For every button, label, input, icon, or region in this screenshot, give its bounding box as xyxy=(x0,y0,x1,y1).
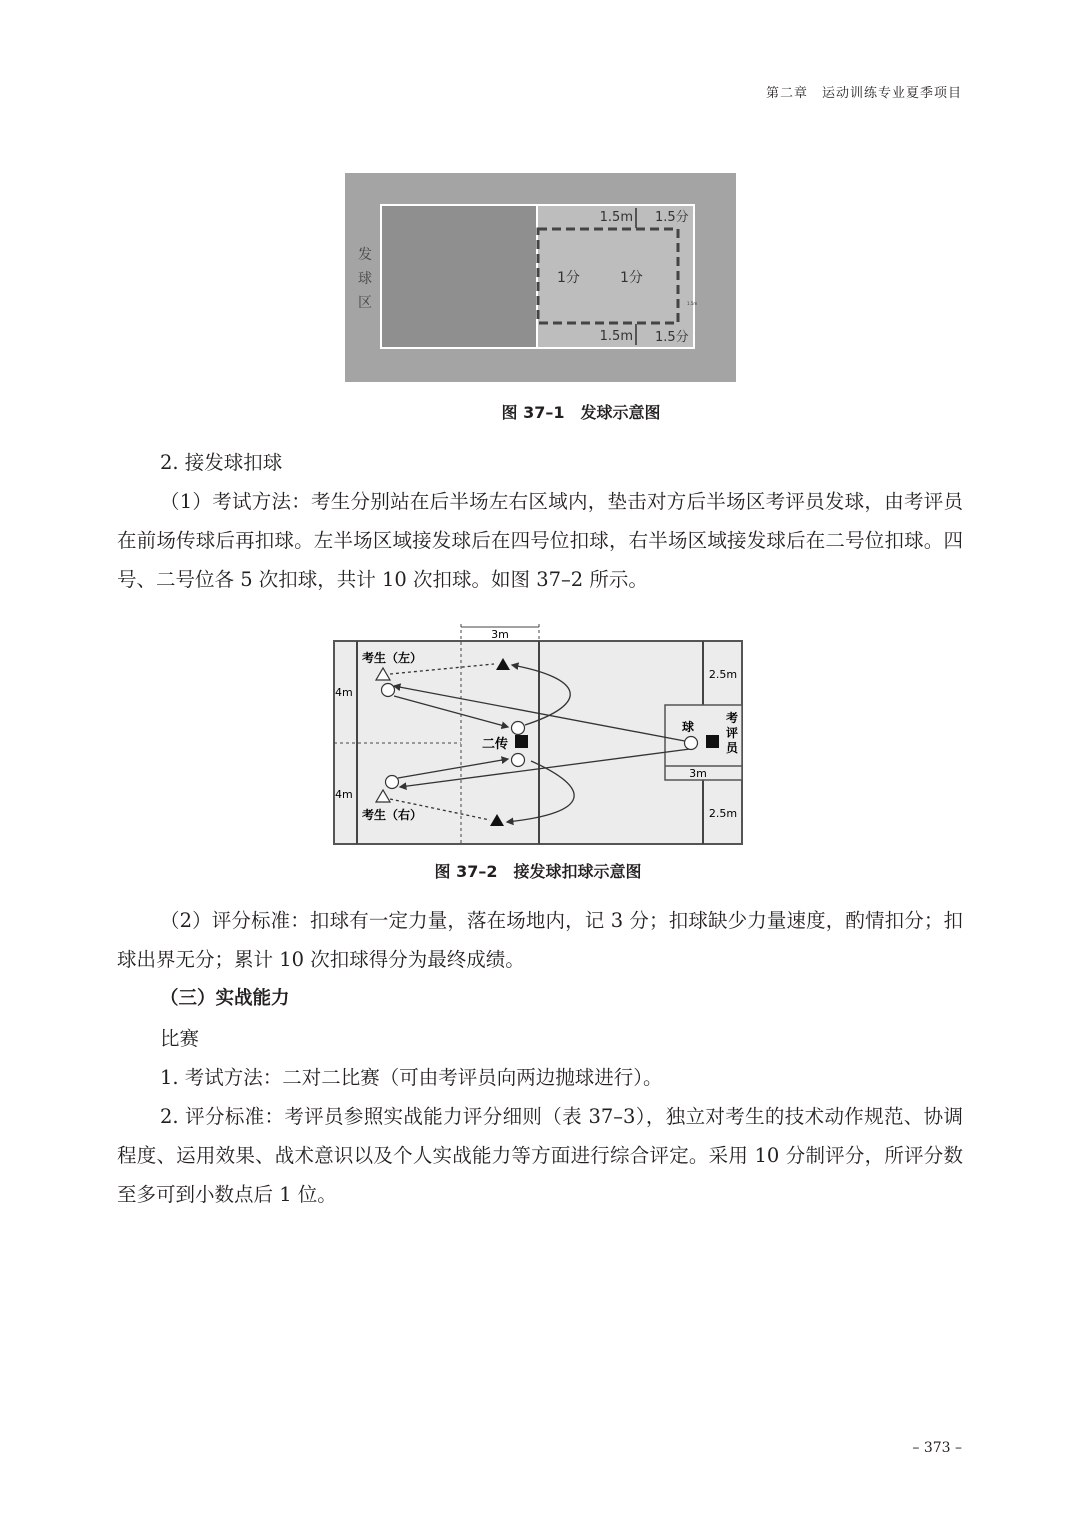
serve-zone-label: 区 xyxy=(358,295,372,311)
examiner-label: 员 xyxy=(725,741,739,755)
examiner-square xyxy=(706,735,719,748)
serve-zone-label: 发 xyxy=(358,247,372,263)
figure-serve-diagram xyxy=(345,173,736,382)
inner-left-score: 1分 xyxy=(557,270,580,286)
figure1-caption: 图 37–1 发球示意图 xyxy=(501,403,661,422)
student-right-label: 考生（右） xyxy=(362,808,423,822)
setter-square xyxy=(515,735,528,748)
section-2-title: 2. 接发球扣球 xyxy=(160,451,283,474)
dist-side-label: 1.5m xyxy=(687,301,698,306)
ball-circle xyxy=(685,737,698,750)
examiner-label: 评 xyxy=(725,726,739,740)
figure2-caption: 图 37–2 接发球扣球示意图 xyxy=(434,862,642,881)
running-header: 第二章 运动训练专业夏季项目 xyxy=(765,86,962,101)
student-left-label: 考生（左） xyxy=(362,651,423,665)
page-number: – 373 – xyxy=(912,1440,962,1456)
dist-4m-bottom: 4m xyxy=(335,788,353,801)
section-2-scoring: （2）评分标准：扣球有一定力量，落在场地内，记 3 分；扣球缺少力量速度，酌情扣分；扣球出界无分；累计 10 次扣球得分为最终成绩。 xyxy=(117,909,963,971)
serve-half-court xyxy=(381,205,537,348)
dist-25-top: 2.5m xyxy=(708,668,738,681)
score-top-label: 1.5分 xyxy=(655,210,689,225)
section-3-sub: 比赛 xyxy=(160,1027,200,1050)
section-2-method: （1）考试方法：考生分别站在后半场左右区域内，垫击对方后半场区考评员发球，由考评员在前场传球后再扣球。左半场区域接发球后在四号位扣球，右半场区域接发球后在二号位扣球。四号、二号位各 5 次扣球，共计 10 次扣球。如图 37–2 所示。 xyxy=(117,490,963,591)
width-3m-label: 3m xyxy=(491,628,509,641)
examiner-label: 考 xyxy=(725,711,739,725)
dist-top-label: 1.5m xyxy=(599,210,633,225)
score-bottom-label: 1.5分 xyxy=(655,330,689,345)
section-3-title: （三）实战能力 xyxy=(160,988,290,1009)
serve-zone-label: 球 xyxy=(358,271,372,287)
setter-label: 二传 xyxy=(482,737,509,752)
section-3-scoring: 2. 评分标准：考评员参照实战能力评分细则（表 37–3），独立对考生的技术动作规范、协调程度、运用效果、战术意识以及个人实战能力等方面进行综合评定。采用 10 分制评分，所评分数至多可到小数点后 1 位。 xyxy=(117,1105,963,1206)
dist-bottom-label: 1.5m xyxy=(599,329,633,344)
dist-4m-top: 4m xyxy=(335,686,353,699)
inner-right-score: 1分 xyxy=(620,270,643,286)
figure-receive-spike-diagram xyxy=(332,618,744,848)
box-3m-label: 3m xyxy=(689,767,707,780)
ball-label: 球 xyxy=(682,720,695,734)
section-3-method: 1. 考试方法：二对二比赛（可由考评员向两边抛球进行）。 xyxy=(160,1066,663,1089)
dist-25-bottom: 2.5m xyxy=(708,807,738,820)
